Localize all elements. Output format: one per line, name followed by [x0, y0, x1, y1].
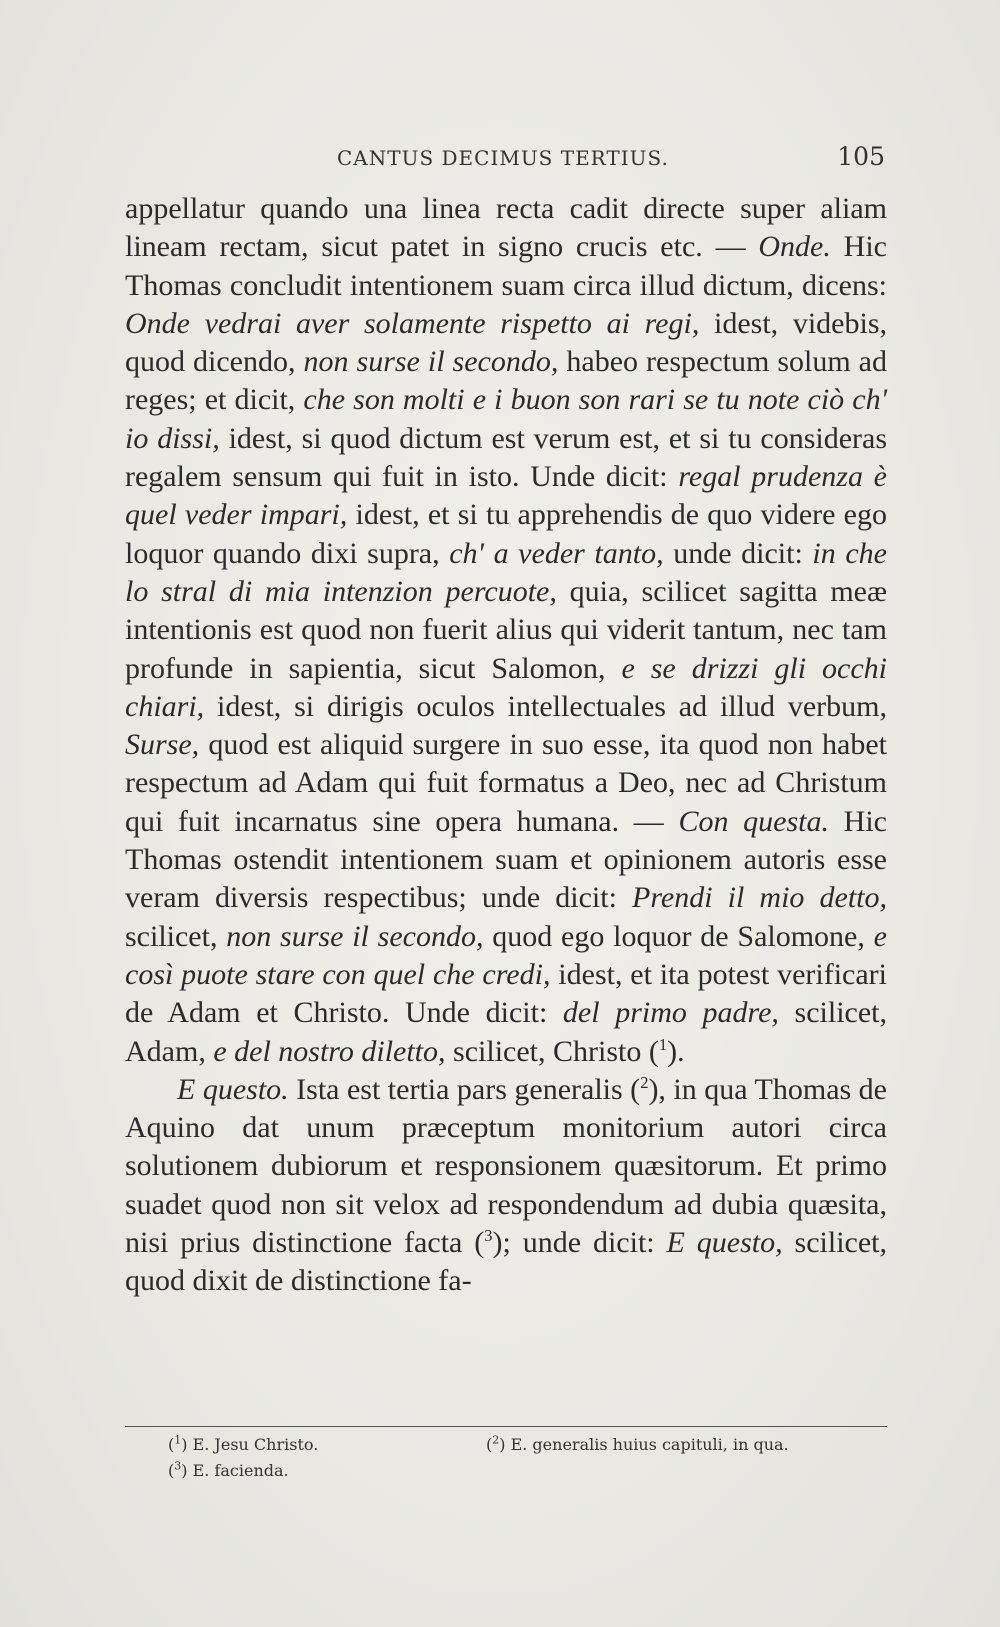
- italic-quotation: Prendi il mio detto,: [632, 881, 887, 915]
- text-run: idest, et ita potest verificari de Adam et Christo. Unde dicit:: [125, 957, 887, 1030]
- text-run: ), in qua Thomas de Aquino dat unum præceptum monitorium autori circa solutionem dubiorum et responsionem quæsitorum. Et primo suadet quod non sit velox ad respondendum ad dubia quæsita, nisi prius distinctione facta (: [125, 1072, 888, 1260]
- footnote-row: [168, 1458, 888, 1484]
- italic-quotation: Onde.: [758, 230, 831, 264]
- italic-quotation: ch' a veder tanto,: [449, 536, 664, 570]
- footnote-text: E. Jesu Christo.: [192, 1435, 319, 1454]
- footnotes: [168, 1432, 888, 1484]
- text-run: idest, si quod dictum est verum est, et si tu consideras regalem sensum qui fuit in isto. Unde dicit:: [125, 421, 887, 494]
- footnote-2: ($^2$) E. generalis huius capituli, in qua.: [486, 1433, 789, 1454]
- italic-quotation: Surse,: [125, 728, 200, 762]
- running-head: [125, 142, 885, 176]
- text-run: idest, et si tu apprehendis de quo videre ego loquor quando dixi supra,: [125, 498, 887, 570]
- italic-quotation: regal prudenza è quel veder impari,: [125, 460, 887, 532]
- body-text: [125, 190, 887, 1301]
- footnote-rule: [125, 1426, 887, 1427]
- text-run: scilicet, quod dixit de distinctione fa-: [125, 1226, 888, 1298]
- text-run: quia, scilicet sagitta meæ intentionis est quod non fuerit alius qui viderit tantum, nec tam profunde in sapientia, sicut Salomon,: [125, 574, 887, 685]
- text-run: scilicet,: [125, 919, 227, 953]
- footnote-text: E. facienda.: [192, 1461, 289, 1480]
- text-run: Ista est tertia pars generalis (: [288, 1072, 641, 1106]
- italic-quotation: E questo,: [666, 1226, 783, 1260]
- italic-quotation: in che lo stral di mia intenzion percuote,: [125, 536, 887, 608]
- footnote-reference: 2: [640, 1072, 649, 1092]
- italic-quotation: Onde vedrai aver solamente rispetto ai regi,: [125, 306, 700, 340]
- paragraph: [125, 1071, 887, 1301]
- footnote-row: [168, 1432, 888, 1458]
- text-run: quod est aliquid surgere in suo esse, ita quod non habet respectum ad Adam qui fuit formatus a Deo, nec ad Christum qui fuit incarnatus sine opera humana. —: [125, 728, 887, 838]
- text-run: ).: [667, 1034, 685, 1068]
- italic-quotation: e se drizzi gli occhi chiari,: [125, 651, 888, 723]
- text-run: Hic Thomas ostendit intentionem suam et opinionem autoris esse veram diversis respectibus; unde dicit:: [125, 804, 887, 915]
- text-run: scilicet, Christo (: [445, 1034, 659, 1068]
- footnote-3: ($^3$) E. facienda.: [168, 1459, 289, 1480]
- text-run: idest, videbis, quod dicendo,: [125, 306, 887, 379]
- italic-quotation: Con questa.: [678, 804, 829, 838]
- italic-quotation: non surse il secondo,: [226, 919, 484, 953]
- italic-quotation: e così puote stare con quel che credi,: [125, 919, 887, 991]
- footnote-text: E. generalis huius capituli, in qua.: [510, 1435, 789, 1454]
- text-run: scilicet, Adam,: [125, 996, 888, 1068]
- footnote-reference: 1: [658, 1034, 668, 1054]
- italic-quotation: non surse il secondo,: [303, 345, 559, 379]
- footnote-1: ($^1$) E. Jesu Christo.: [168, 1433, 319, 1454]
- text-run: habeo respectum solum ad reges; et dicit,: [125, 345, 887, 417]
- footnote-mark: 2: [492, 1433, 500, 1447]
- footnote-mark: 3: [174, 1459, 182, 1473]
- footnote-reference: 3: [484, 1226, 493, 1246]
- italic-quotation: che son molti e i buon son rari se tu note ciò ch' io dissi,: [125, 383, 888, 455]
- text-run: idest, si dirigis oculos intellectuales ad illud verbum,: [204, 689, 887, 723]
- italic-quotation: del primo padre,: [562, 996, 779, 1030]
- paragraph: [125, 190, 887, 1071]
- page-number: 105: [837, 142, 885, 171]
- italic-quotation: e del nostro diletto,: [213, 1034, 446, 1068]
- text-run: appellatur quando una linea recta cadit directe super aliam lineam rectam, sicut patet in signo crucis etc. —: [125, 192, 887, 264]
- italic-quotation: E questo.: [177, 1072, 289, 1106]
- footnote-mark: 1: [174, 1433, 182, 1447]
- text-run: ); unde dicit:: [492, 1226, 667, 1260]
- text-run: unde dicit:: [663, 536, 813, 570]
- text-run: Hic Thomas concludit intentionem suam circa illud dictum, dicens:: [125, 230, 887, 302]
- text-run: quod ego loquor de Salomone,: [483, 919, 874, 953]
- running-title: CANTUS DECIMUS TERTIUS.: [337, 146, 669, 170]
